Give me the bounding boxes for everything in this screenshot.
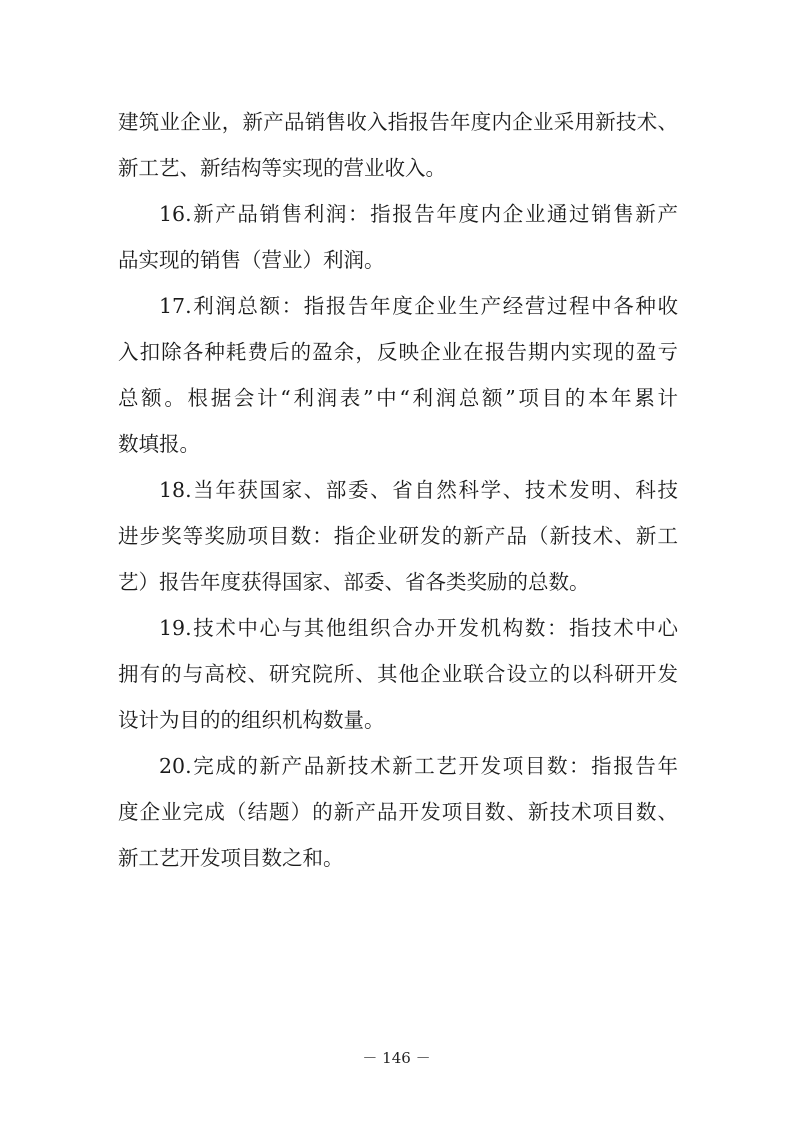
- text-line: 设计为目的的组织机构数量。: [118, 708, 385, 732]
- text-line: 品实现的销售（营业）利润。: [118, 248, 385, 272]
- item-19-heading-line: 19.技术中心与其他组织合办开发机构数：指技术中心: [159, 616, 678, 640]
- text-line: 入扣除各种耗费后的盈余，反映企业在报告期内实现的盈亏: [118, 340, 678, 364]
- text-line: 新工艺开发项目数之和。: [118, 846, 344, 870]
- text-line: 度企业完成（结题）的新产品开发项目数、新技术项目数、: [118, 800, 678, 824]
- item-17-heading-line: 17.利润总额：指报告年度企业生产经营过程中各种收: [159, 294, 678, 318]
- item-16-heading-line: 16.新产品销售利润：指报告年度内企业通过销售新产: [159, 202, 678, 226]
- text-line: 拥有的与高校、研究院所、其他企业联合设立的以科研开发: [118, 662, 678, 686]
- body-text: [118, 99, 678, 881]
- item-18-heading-line: 18.当年获国家、部委、省自然科学、技术发明、科技: [159, 478, 678, 502]
- page-number: － 146 －: [362, 1049, 431, 1067]
- item-20-heading-line: 20.完成的新产品新技术新工艺开发项目数：指报告年: [159, 754, 678, 778]
- text-line: 新工艺、新结构等实现的营业收入。: [118, 156, 446, 180]
- text-line: 数填报。: [118, 432, 200, 456]
- text-line: 总额。根据会计“利润表”中“利润总额”项目的本年累计: [118, 386, 678, 410]
- text-line: 艺）报告年度获得国家、部委、省各类奖励的总数。: [118, 570, 590, 594]
- text-line: 建筑业企业，新产品销售收入指报告年度内企业采用新技术、: [118, 110, 678, 134]
- text-line: 进步奖等奖励项目数：指企业研发的新产品（新技术、新工: [118, 524, 678, 548]
